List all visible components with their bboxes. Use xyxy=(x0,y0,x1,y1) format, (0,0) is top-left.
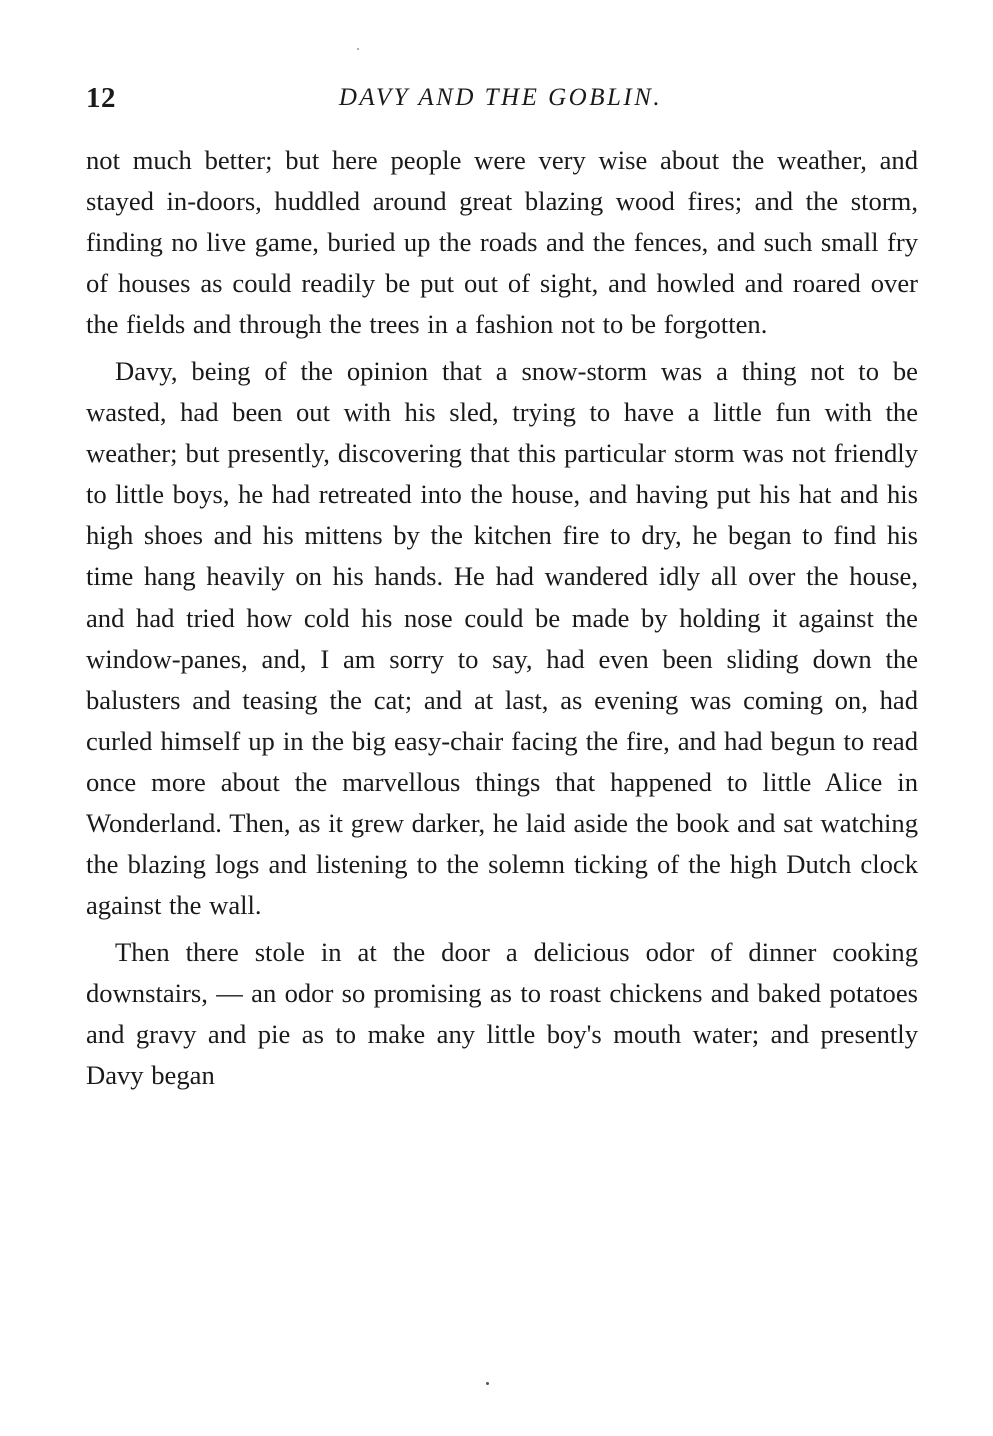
paragraph-2: Davy, being of the opinion that a snow-storm was a thing not to be wasted, had been out with his sled, trying to have a little fun with the weather; but presently, discovering that this particular storm was not friendly to little boys, he had retreated into the house, and having put his hat and his high shoes and his mittens by the kitchen fire to dry, he began to find his time hang heavily on his hands. He had wandered idly all over the house, and had tried how cold his nose could be made by holding it against the window-panes, and, I am sorry to say, had even been sliding down the balusters and teasing the cat; and at last, as evening was coming on, had curled himself up in the big easy-chair facing the fire, and had begun to read once more about the marvellous things that happened to little Alice in Wonderland. Then, as it grew darker, he laid aside the book and sat watching the blazing logs and listening to the solemn ticking of the high Dutch clock against the wall. xyxy=(86,356,918,920)
body-text xyxy=(86,140,918,1096)
page-header xyxy=(86,78,915,122)
paragraph-3: Then there stole in at the door a delicious odor of dinner cooking downstairs, — an odor so promising as to roast chickens and baked potatoes and gravy and pie as to make any little boy's mouth water; and presently Davy began xyxy=(86,936,918,1091)
page-number: 12 xyxy=(86,82,116,114)
paragraph-1: not much better; but here people were very wise about the weather, and stayed in-doors, huddled around great blazing wood fires; and the storm, finding no live game, buried up the roads and the fences, and such small fry of houses as could readily be put out of sight, and howled and roared over the fields and through the trees in a fashion not to be forgotten. xyxy=(86,145,918,340)
paper-speck xyxy=(486,1382,489,1385)
running-head: DAVY AND THE GOBLIN. xyxy=(338,84,663,111)
paper-speck xyxy=(357,48,359,50)
